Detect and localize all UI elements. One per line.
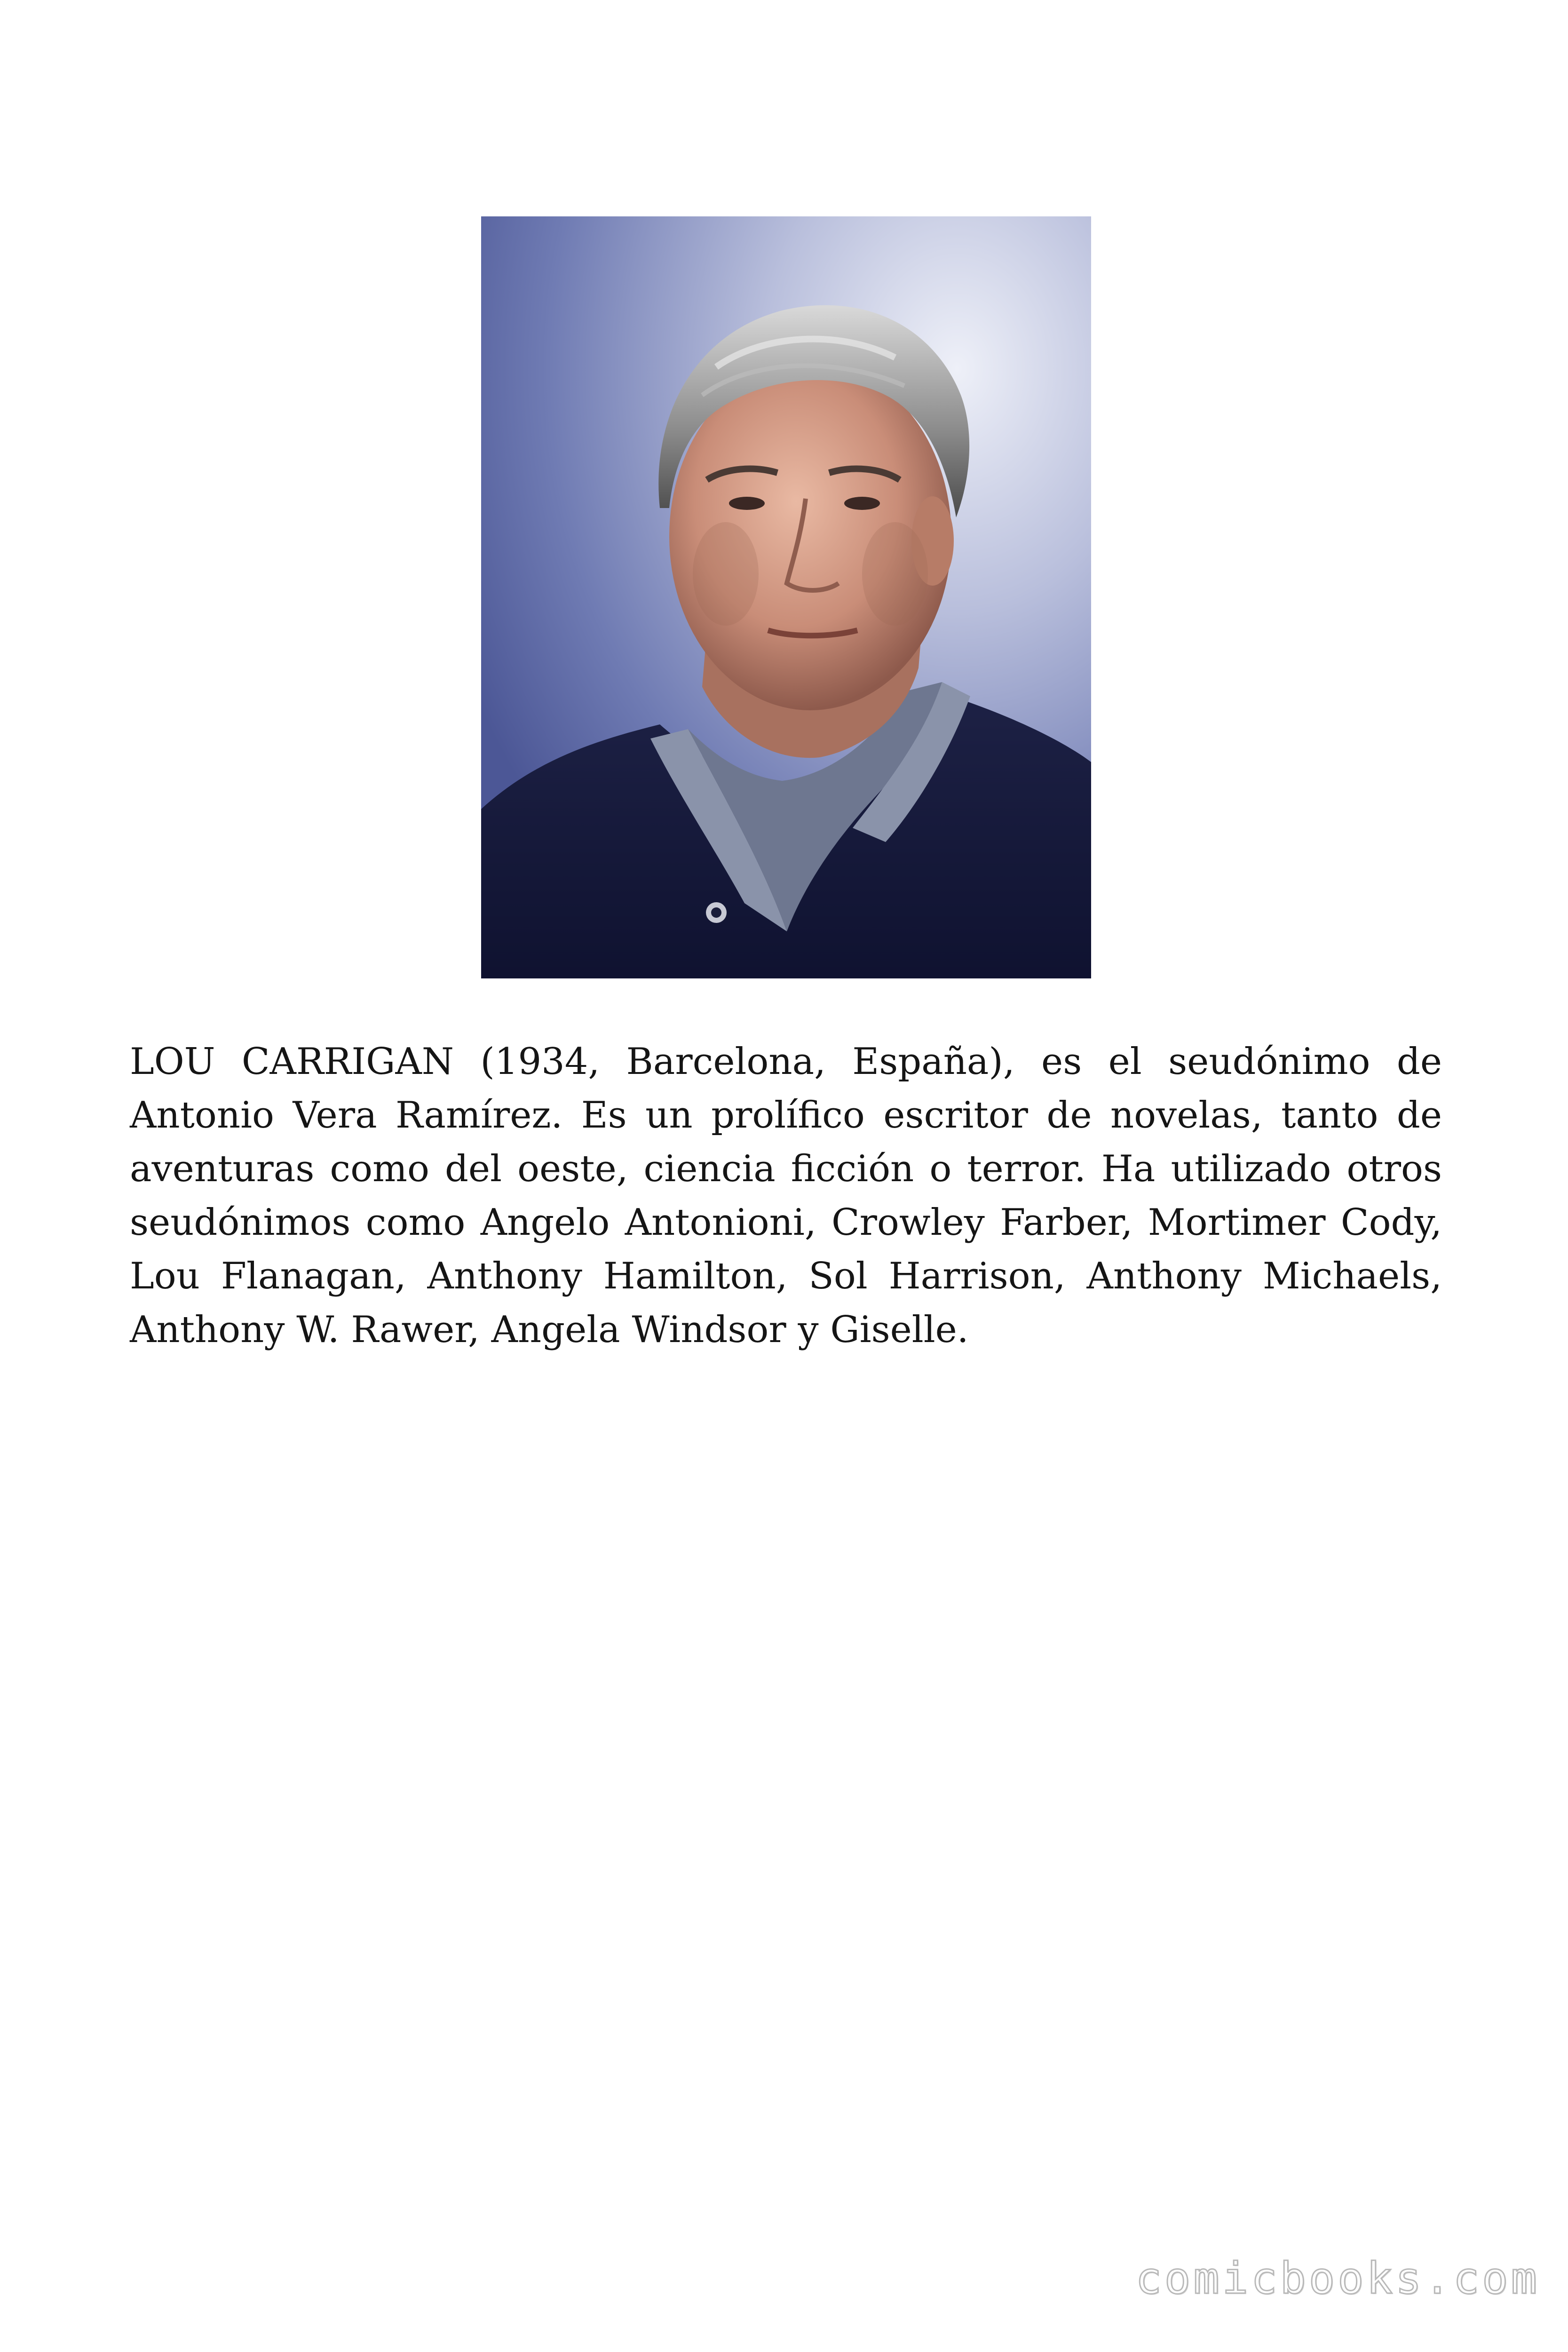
watermark: comicbooks.com [1135, 2253, 1540, 2304]
author-portrait [481, 216, 1091, 978]
author-biography: LOU CARRIGAN (1934, Barcelona, España), es el seudónimo de Antonio Vera Ramírez. Es un prolífico escritor de novelas, tanto de aventuras como del oeste, ciencia ficción o terror. Ha utilizado otros seudónimos como Angelo Antonioni, Crowley Farber, Mortimer Cody, Lou Flanagan, Anthony Hamilton, Sol Harrison, Anthony Michaels, Anthony W. Rawer, Angela Windsor y Giselle. [130, 1041, 1442, 1351]
portrait-illustration [481, 216, 1091, 978]
